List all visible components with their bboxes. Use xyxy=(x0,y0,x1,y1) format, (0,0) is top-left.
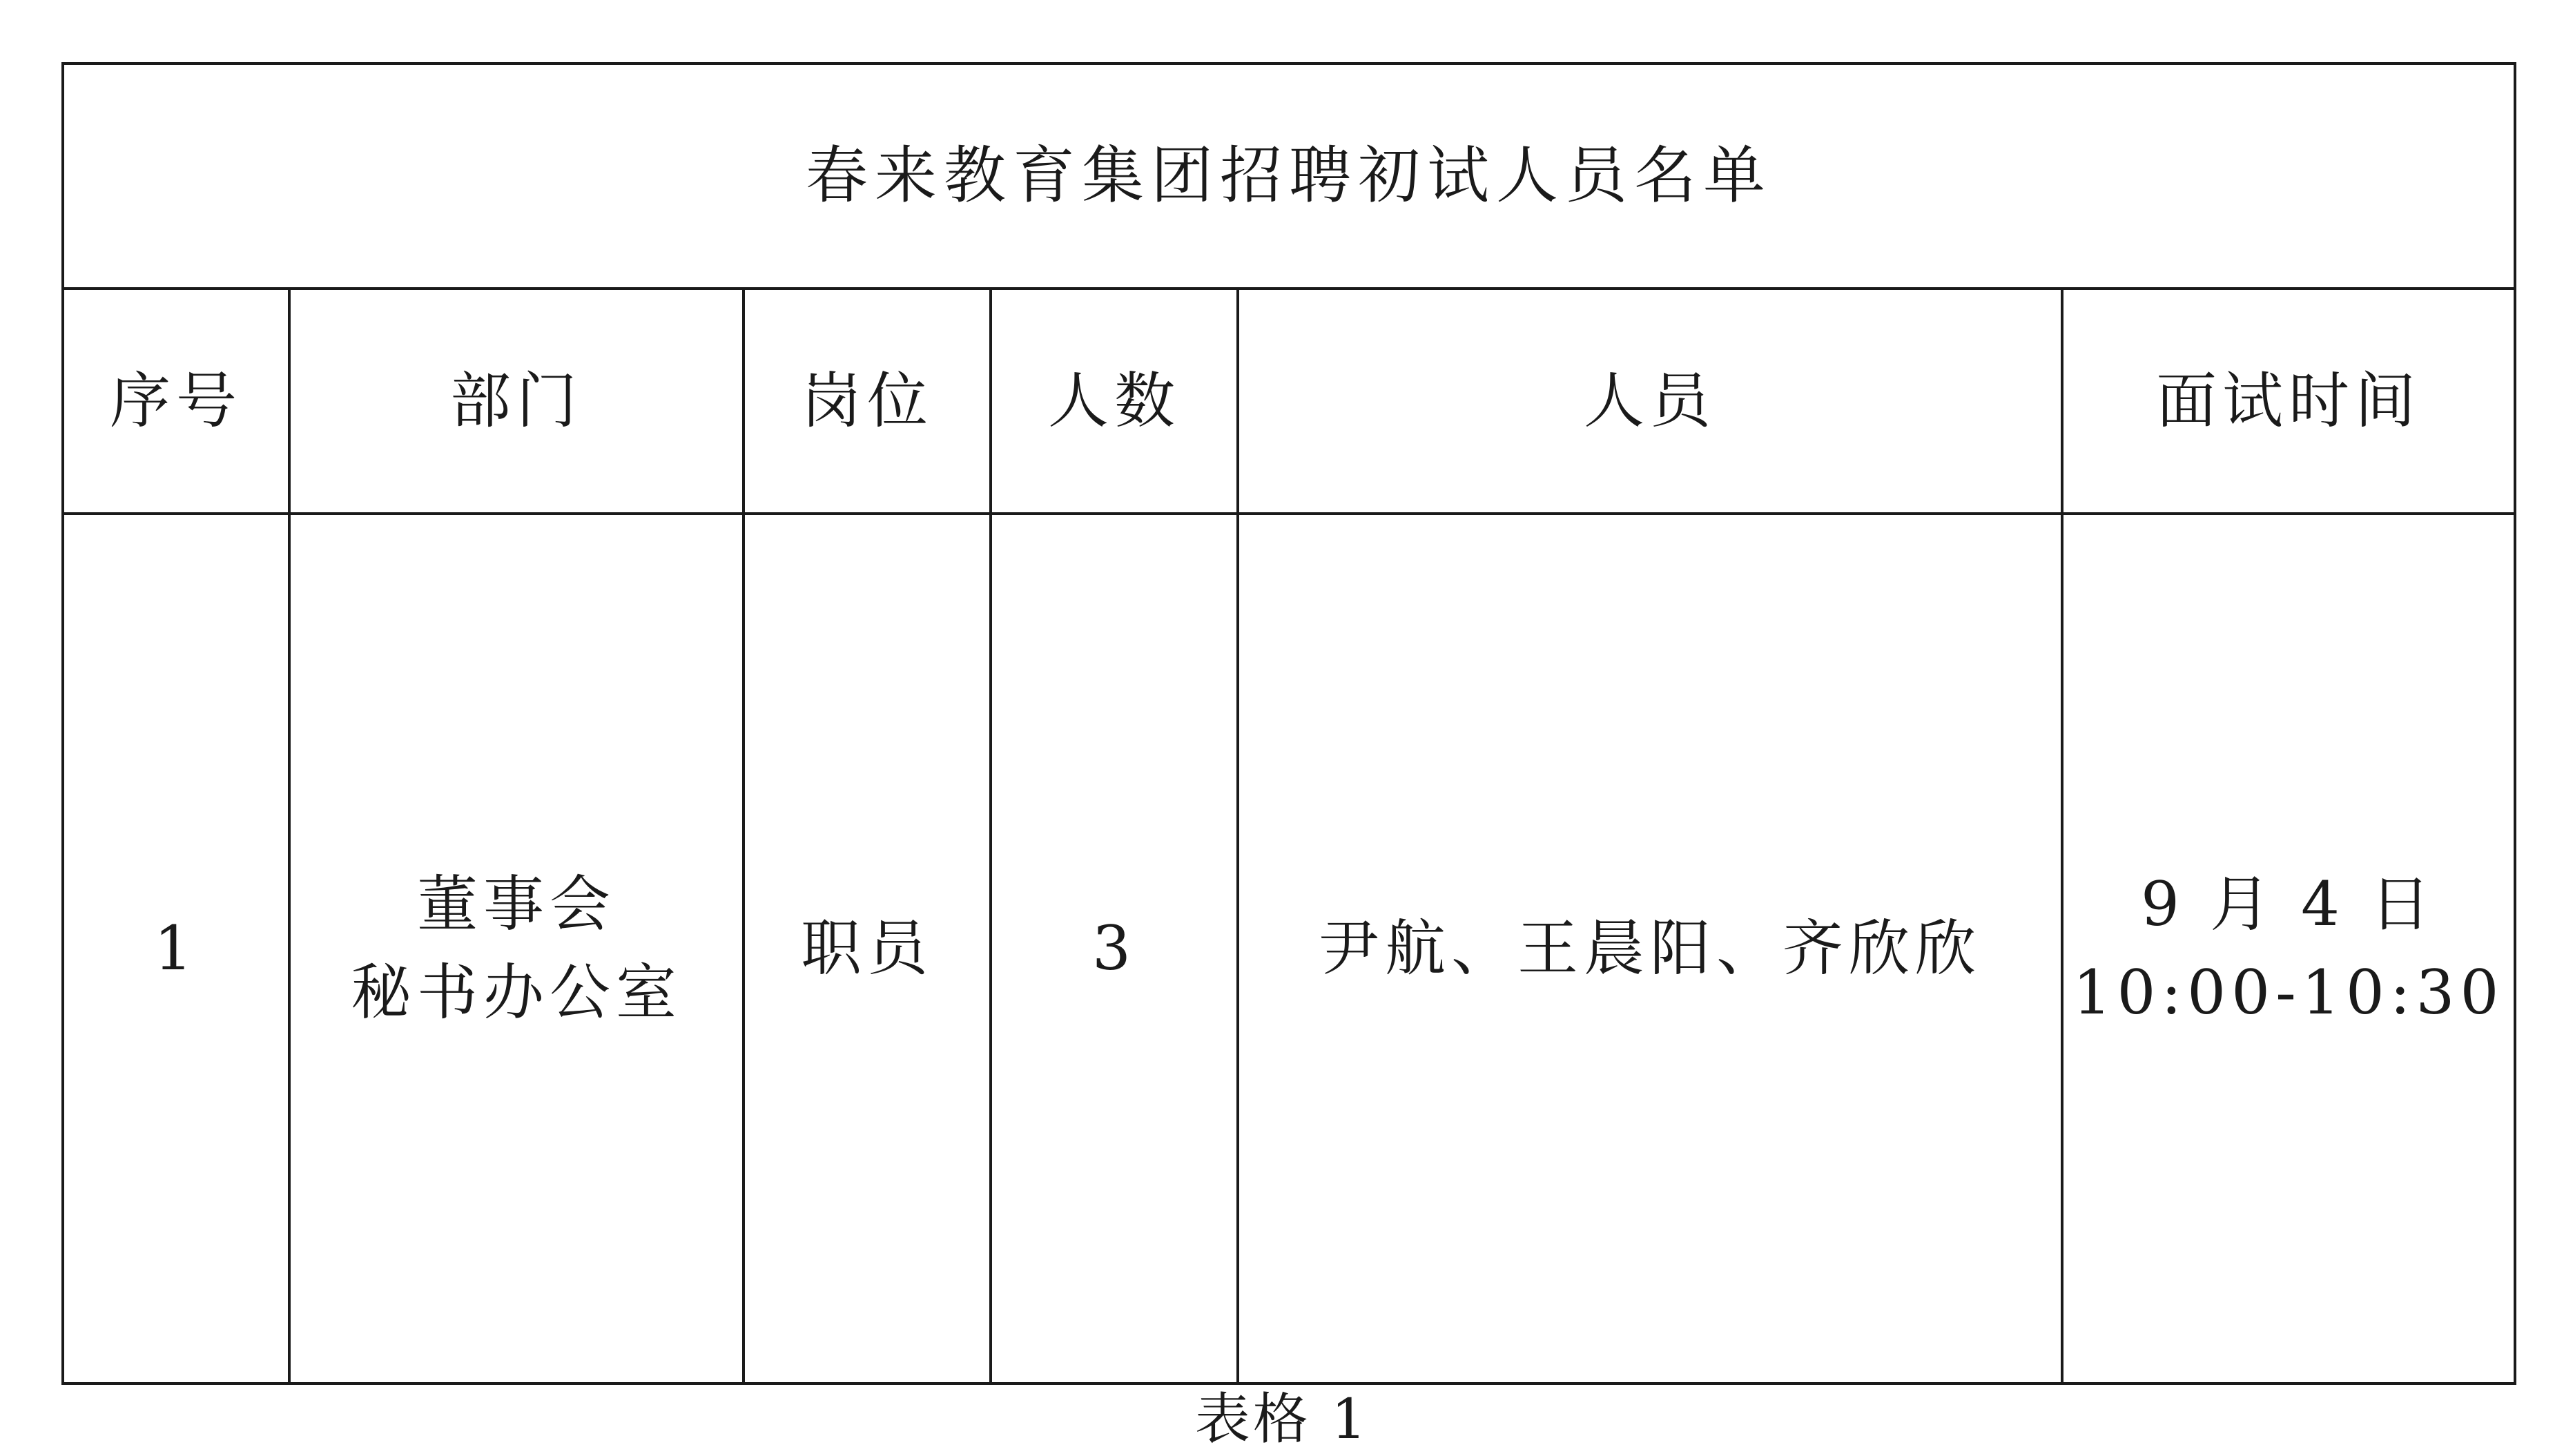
table-caption: 表格 1 xyxy=(1194,1387,1370,1451)
header-department: 部门 xyxy=(289,289,744,514)
recruitment-table xyxy=(61,62,2516,1385)
department-line-1: 董事会 xyxy=(416,868,616,940)
cell-position: 职员 xyxy=(744,514,991,1384)
header-interview-time: 面试时间 xyxy=(2062,289,2515,514)
header-count: 人数 xyxy=(991,289,1238,514)
cell-people: 尹航、王晨阳、齐欣欣 xyxy=(1238,514,2062,1384)
header-index: 序号 xyxy=(63,289,289,514)
header-position: 岗位 xyxy=(744,289,991,514)
table-row xyxy=(63,514,2515,1384)
interview-date: 9 月 4 日 xyxy=(2141,868,2436,940)
title-row xyxy=(63,64,2515,289)
department-line-2: 秘书办公室 xyxy=(350,957,682,1028)
interview-time-range: 10:00-10:30 xyxy=(2072,957,2505,1028)
header-row xyxy=(63,289,2515,514)
cell-interview-time xyxy=(2062,514,2515,1384)
cell-department xyxy=(289,514,744,1384)
cell-count: 3 xyxy=(991,514,1238,1384)
cell-index: 1 xyxy=(63,514,289,1384)
header-people: 人员 xyxy=(1238,289,2062,514)
table-title: 春来教育集团招聘初试人员名单 xyxy=(63,64,2515,289)
